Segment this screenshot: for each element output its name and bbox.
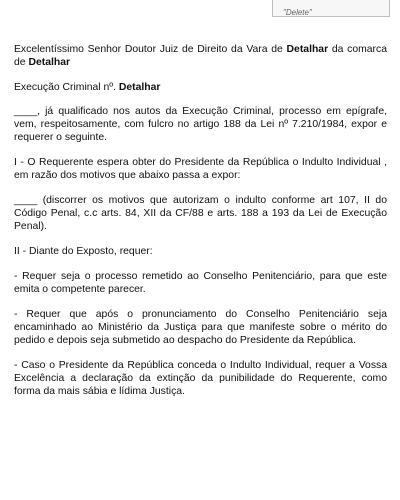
delete-note-box — [272, 0, 390, 17]
section-one-paragraph: I - O Requerente espera obter do Presidente da República o Indulto Individual , em razão dos motivos que abaixo passa a expor: — [14, 157, 387, 181]
delete-note-text: "Delete" — [283, 8, 312, 17]
district-placeholder[interactable]: Detalhar — [28, 57, 71, 68]
request-two-paragraph: - Requer que após o pronunciamento do Conselho Penitenciário seja encaminhado ao Ministério da Justiça para que manifeste sobre o mérito do pedido e depois seja submetido ao despacho do Presidente da República. — [14, 309, 387, 346]
motives-paragraph: ____ (discorrer os motivos que autorizam o indulto conforme art 107, II do Código Penal, c.c arts. 84, XII da CF/88 e arts. 188 a 193 da Lei de Execução Penal). — [14, 195, 387, 232]
petition-body — [14, 43, 387, 398]
request-three-paragraph: - Caso o Presidente da República conceda o Indulto Individual, requer a Vossa Excelência a declaração da extinção da punibilidade do Requerente, como forma da mais sábia e lídima Justiça. — [14, 360, 387, 397]
section-two-heading: II - Diante do Exposto, requer: — [14, 246, 153, 257]
addressee-prefix: Excelentíssimo Senhor Doutor Juiz de Direito da Vara de — [14, 44, 287, 55]
case-number-line — [14, 81, 387, 94]
addressee-paragraph — [14, 43, 387, 69]
addressee-middle: da comarca de — [14, 44, 387, 68]
case-number-label: Execução Criminal nº. — [14, 82, 119, 93]
case-number-placeholder[interactable]: Detalhar — [118, 82, 161, 93]
court-placeholder[interactable]: Detalhar — [286, 44, 329, 55]
intro-paragraph: ____, já qualificado nos autos da Execução Criminal, processo em epígrafe, vem, respeitosamente, com fulcro no artigo 188 da Lei nº 7.210/1984, expor e requerer o seguinte. — [14, 106, 387, 143]
request-one-paragraph: - Requer seja o processo remetido ao Conselho Penitenciário, para que este emita o competente parecer. — [14, 271, 387, 295]
